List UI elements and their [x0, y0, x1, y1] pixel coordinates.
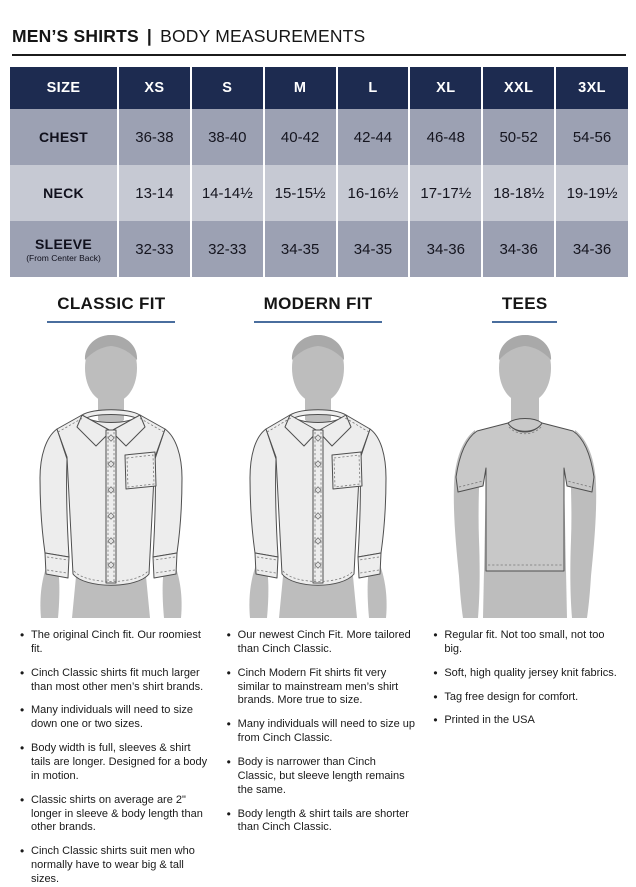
page-title: [12, 26, 626, 47]
column-header-size: SIZE: [10, 67, 118, 109]
neck-value: 13-14: [118, 165, 191, 221]
bullet-item: • The original Cinch fit. Our roomiest fit.: [20, 629, 211, 657]
column-header-m: M: [264, 67, 337, 109]
classic-fit-bullets: [8, 629, 215, 887]
section-title-modern-fit: [254, 294, 383, 323]
bullet-item: • Cinch Modern Fit shirts fit very similar to mainstream men’s shirt brands. More true to size.: [227, 667, 418, 709]
bullet-item: • Body length & shirt tails are shorter than Cinch Classic.: [227, 808, 418, 836]
section-title-text: MODERN FIT: [254, 294, 383, 323]
page-title-secondary: BODY MEASUREMENTS: [160, 26, 366, 46]
page-title-separator: |: [146, 26, 153, 46]
neck-value: 15-15½: [264, 165, 337, 221]
row-label-sleeve-text: SLEEVE: [34, 235, 93, 252]
table-row-sleeve: [10, 221, 628, 277]
sleeve-value: 32-33: [191, 221, 264, 277]
section-tees: [421, 294, 628, 887]
section-title-tees: [492, 294, 558, 323]
chest-value: 38-40: [191, 109, 264, 165]
sleeve-value: 34-36: [555, 221, 628, 277]
bullet-item: • Tag free design for comfort.: [433, 691, 624, 705]
neck-value: 19-19½: [555, 165, 628, 221]
header-divider: [12, 54, 626, 56]
fit-sections: [0, 294, 636, 887]
page-title-primary: MEN’S SHIRTS: [12, 26, 139, 46]
neck-value: 14-14½: [191, 165, 264, 221]
bullet-item: • Many individuals will need to size up from Cinch Classic.: [227, 718, 418, 746]
tees-bullets: [421, 629, 628, 738]
bullet-item: • Body width is full, sleeves & shirt tails are longer. Designed for a body in motion.: [20, 742, 211, 784]
section-modern-fit: [215, 294, 422, 887]
bullet-item: • Soft, high quality jersey knit fabrics.: [433, 667, 624, 681]
tee-illustration: [434, 328, 616, 618]
sleeve-value: 34-35: [337, 221, 410, 277]
row-label-sleeve-sublabel: (From Center Back): [26, 252, 101, 263]
sleeve-value: 34-36: [409, 221, 482, 277]
neck-value: 18-18½: [482, 165, 555, 221]
column-header-s: S: [191, 67, 264, 109]
row-label-chest: CHEST: [39, 129, 88, 145]
modern-fit-figure: [227, 328, 409, 618]
sleeve-value: 34-35: [264, 221, 337, 277]
classic-fit-figure: [20, 328, 202, 618]
bullet-item: • Many individuals will need to size down one or two sizes.: [20, 704, 211, 732]
bullet-item: • Our newest Cinch Fit. More tailored than Cinch Classic.: [227, 629, 418, 657]
modern-fit-bullets: [215, 629, 422, 845]
sleeve-value: 32-33: [118, 221, 191, 277]
button-shirt-illustration: [20, 328, 202, 618]
section-title-text: CLASSIC FIT: [47, 294, 175, 323]
size-table: [10, 67, 628, 277]
table-row-neck: [10, 165, 628, 221]
column-header-l: L: [337, 67, 410, 109]
column-header-xxl: XXL: [482, 67, 555, 109]
section-classic-fit: [8, 294, 215, 887]
section-title-classic-fit: [47, 294, 175, 323]
row-label-neck: NECK: [43, 185, 84, 201]
chest-value: 46-48: [409, 109, 482, 165]
row-label-sleeve: [10, 221, 118, 277]
page-header: [0, 0, 636, 56]
button-shirt-illustration: [227, 328, 409, 618]
neck-value: 17-17½: [409, 165, 482, 221]
table-row-chest: [10, 109, 628, 165]
column-header-xl: XL: [409, 67, 482, 109]
column-header-3xl: 3XL: [555, 67, 628, 109]
chest-value: 40-42: [264, 109, 337, 165]
bullet-item: • Cinch Classic shirts suit men who normally have to wear big & tall sizes.: [20, 845, 211, 887]
bullet-item: • Regular fit. Not too small, not too big.: [433, 629, 624, 657]
sleeve-value: 34-36: [482, 221, 555, 277]
column-header-xs: XS: [118, 67, 191, 109]
chest-value: 54-56: [555, 109, 628, 165]
table-header-row: [10, 67, 628, 109]
chest-value: 50-52: [482, 109, 555, 165]
tees-figure: [434, 328, 616, 618]
bullet-item: • Body is narrower than Cinch Classic, but sleeve length remains the same.: [227, 756, 418, 798]
bullet-item: • Cinch Classic shirts fit much larger than most other men’s shirt brands.: [20, 667, 211, 695]
chest-value: 36-38: [118, 109, 191, 165]
bullet-item: • Classic shirts on average are 2" longer in sleeve & body length than other brands.: [20, 794, 211, 836]
neck-value: 16-16½: [337, 165, 410, 221]
section-title-text: TEES: [492, 294, 558, 323]
bullet-item: • Printed in the USA: [433, 714, 624, 728]
chest-value: 42-44: [337, 109, 410, 165]
